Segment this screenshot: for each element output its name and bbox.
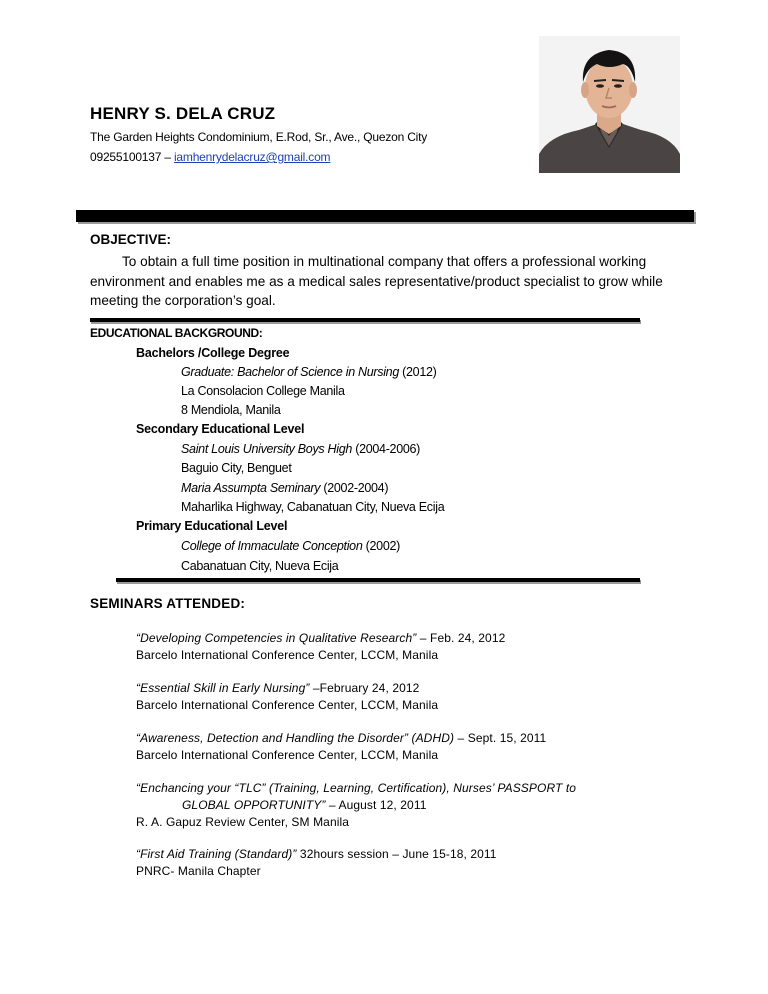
secondary-school-2-name: Maria Assumpta Seminary [181, 481, 321, 495]
primary-level-label: Primary Educational Level [136, 519, 288, 533]
college-degree [181, 365, 437, 379]
seminar-3-date: – Sept. 15, 2011 [454, 731, 547, 745]
seminar-2 [136, 680, 438, 714]
portrait-illustration [539, 36, 680, 173]
secondary-school-2-years: (2002-2004) [320, 481, 389, 495]
objective-heading: OBJECTIVE: [90, 232, 172, 247]
college-degree-title: Graduate: Bachelor of Science in Nursing [181, 365, 399, 379]
seminar-2-title: “Essential Skill in Early Nursing” [136, 681, 310, 695]
seminar-5-date: 32hours session – June 15-18, 2011 [296, 847, 497, 861]
seminar-1-date: – Feb. 24, 2012 [416, 631, 506, 645]
seminar-4-venue: R. A. Gapuz Review Center, SM Manila [136, 815, 350, 829]
seminar-4-title-wrap [136, 797, 576, 814]
email-link[interactable]: iamhenrydelacruz@gmail.com [173, 150, 331, 164]
seminar-5-venue: PNRC- Manila Chapter [136, 864, 261, 878]
seminar-3-venue: Barcelo International Conference Center, LCCM, Manila [136, 748, 439, 762]
seminar-5-title: “First Aid Training (Standard)” [136, 847, 297, 861]
secondary-school-1-years: (2004-2006) [352, 442, 421, 456]
seminar-1-venue: Barcelo International Conference Center, LCCM, Manila [136, 648, 439, 662]
primary-school-year: (2002) [362, 539, 400, 553]
objective-divider [90, 318, 640, 322]
applicant-address: The Garden Heights Condominium, E.Rod, Sr., Ave., Quezon City [90, 130, 428, 144]
education-divider [116, 578, 640, 582]
applicant-name: HENRY S. DELA CRUZ [90, 104, 276, 123]
secondary-level-label: Secondary Educational Level [136, 422, 305, 436]
secondary-school-2-address: Maharlika Highway, Cabanatuan City, Nueva Ecija [181, 500, 445, 514]
secondary-school-1-name: Saint Louis University Boys High [181, 442, 353, 456]
seminar-4-title-b: GLOBAL OPPORTUNITY” [182, 798, 326, 812]
college-level-label: Bachelors /College Degree [136, 346, 290, 360]
seminars-heading: SEMINARS ATTENDED: [90, 596, 246, 611]
seminar-1 [136, 630, 505, 664]
header-divider [76, 210, 694, 222]
secondary-school-1-address: Baguio City, Benguet [181, 461, 292, 475]
college-degree-year: (2012) [399, 365, 437, 379]
primary-school [181, 539, 400, 553]
phone-number: 09255100137 [90, 150, 162, 164]
primary-school-name: College of Immaculate Conception [181, 539, 363, 553]
objective-line-1: To obtain a full time position in multinational company that offers a professional working [122, 254, 647, 269]
seminar-5 [136, 846, 497, 880]
seminar-4 [136, 780, 576, 831]
seminar-4-title-a: “Enchancing your “TLC” (Training, Learning, Certification), Nurses’ PASSPORT to [136, 781, 577, 795]
primary-address: Cabanatuan City, Nueva Ecija [181, 559, 339, 573]
objective-text [90, 252, 690, 311]
contact-line [90, 150, 330, 164]
college-address: 8 Mendiola, Manila [181, 403, 281, 417]
seminar-3-title: “Awareness, Detection and Handling the Disorder” (ADHD) [136, 731, 455, 745]
college-school: La Consolacion College Manila [181, 384, 345, 398]
seminar-3 [136, 730, 546, 764]
contact-separator: – [161, 150, 174, 164]
applicant-photo [539, 36, 680, 173]
secondary-school-2 [181, 481, 388, 495]
seminar-4-date: – August 12, 2011 [325, 798, 427, 812]
objective-line-2: environment and enables me as a medical sales representative/product specialist to grow while [90, 273, 663, 289]
seminar-2-venue: Barcelo International Conference Center, LCCM, Manila [136, 698, 439, 712]
seminar-2-date: –February 24, 2012 [309, 681, 420, 695]
seminar-1-title: “Developing Competencies in Qualitative Research” [136, 631, 417, 645]
secondary-school-1 [181, 442, 420, 456]
education-heading: EDUCATIONAL BACKGROUND: [90, 326, 263, 340]
objective-line-3: meeting the corporation’s goal. [90, 293, 276, 308]
